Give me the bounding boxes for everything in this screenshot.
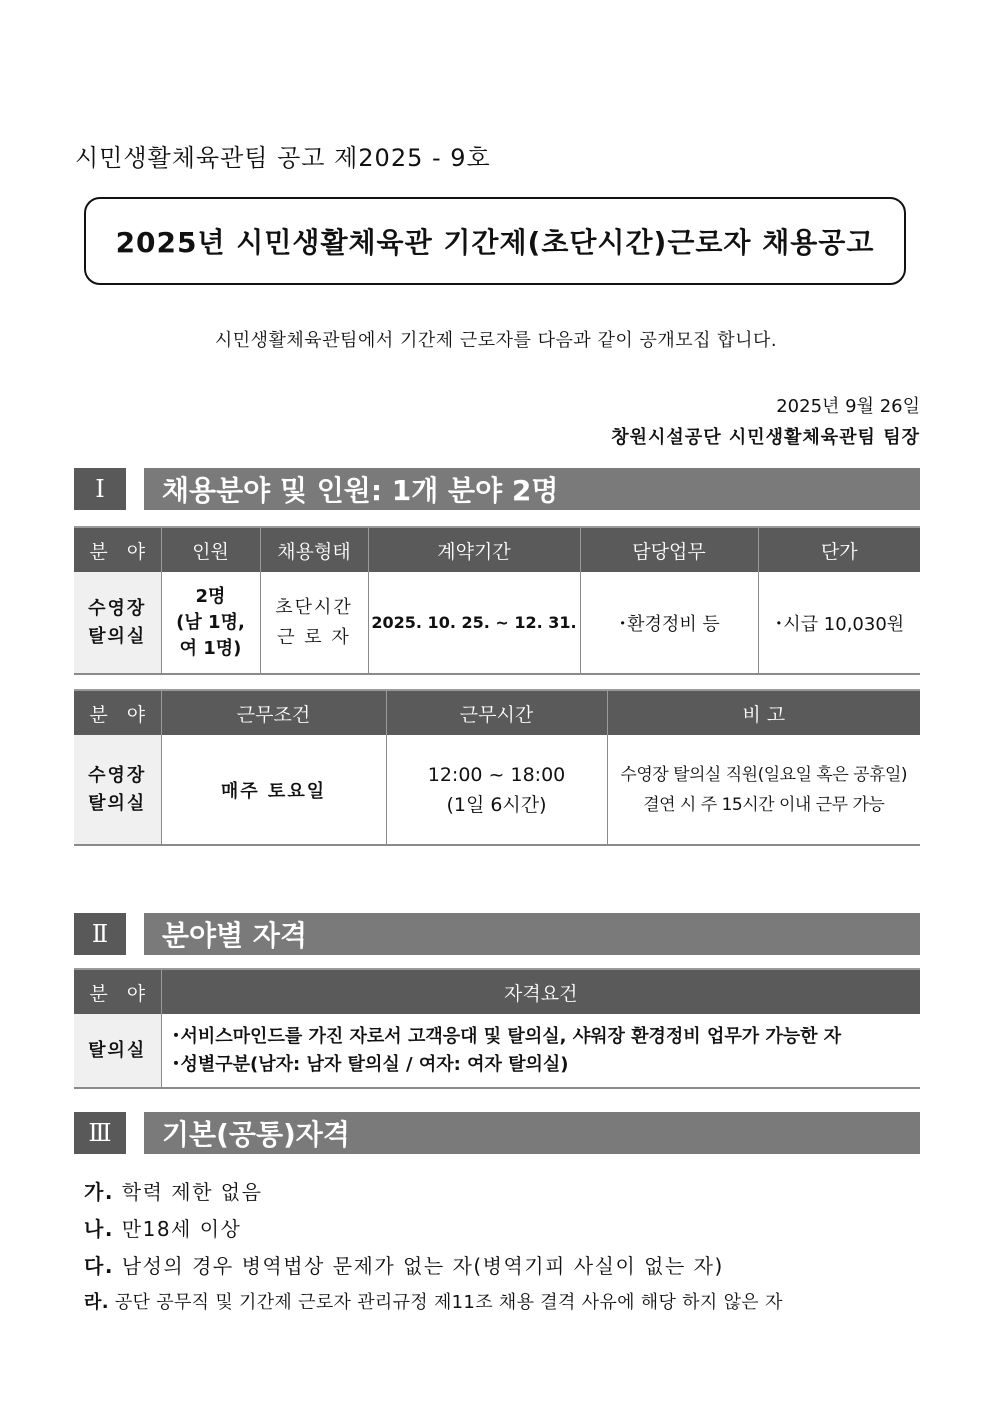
item-marker: 나. [84, 1217, 114, 1241]
hours-cell [386, 735, 607, 845]
notice-date: 2025년 9월 26일 [776, 396, 920, 417]
basic-qual-item [84, 1250, 724, 1279]
section-title: 기본(공통)자격 [144, 1112, 920, 1154]
people-cell [161, 572, 260, 674]
section-heading-1 [74, 468, 920, 510]
field-line: 탈의실 [88, 625, 147, 647]
basic-qual-item [84, 1176, 262, 1205]
table-row [74, 735, 920, 845]
table-row [74, 572, 920, 674]
notice-number: 시민생활체육관팀 공고 제2025 - 9호 [75, 144, 491, 172]
note-line: 결연 시 주 15시간 이내 근무 가능 [643, 794, 885, 815]
col-header: 채용형태 [260, 527, 368, 572]
col-header: 계약기간 [368, 527, 580, 572]
work-condition-table [74, 689, 920, 846]
field-line: 수영장 [88, 597, 147, 619]
requirement-item: ･성별구분(남자: 남자 탈의실 / 여자: 여자 탈의실) [171, 1053, 569, 1075]
requirement-item: ･서비스마인드를 가진 자로서 고객응대 및 탈의실, 샤워장 환경정비 업무가 가능한 자 [171, 1025, 842, 1047]
table-header-row [74, 690, 920, 735]
people-line: (남 1명, [176, 611, 245, 633]
title-box [84, 197, 906, 285]
condition-cell: 매주 토요일 [161, 735, 386, 845]
item-text: 만18세 이상 [121, 1217, 242, 1241]
section-number: Ⅰ [74, 468, 126, 510]
item-text: 공단 공무직 및 기간제 근로자 관리규정 제11조 채용 결격 사유에 해당 하지 않은 자 [114, 1292, 783, 1313]
intro-text: 시민생활체육관팀에서 기간제 근로자를 다음과 같이 공개모집 합니다. [214, 330, 778, 351]
duty-cell: ･환경정비 등 [580, 572, 758, 674]
people-line: 여 1명) [179, 637, 242, 659]
col-header: 근무조건 [161, 690, 386, 735]
table-header-row [74, 527, 920, 572]
note-cell [607, 735, 920, 845]
col-header: 비 고 [607, 690, 920, 735]
field-cell: 탈의실 [74, 1014, 161, 1088]
col-header: 분 야 [74, 527, 161, 572]
col-header: 근무시간 [386, 690, 607, 735]
type-line: 근 로 자 [277, 626, 351, 648]
field-cell [74, 735, 161, 845]
document-title: 2025년 시민생활체육관 기간제(초단시간)근로자 채용공고 [115, 226, 875, 259]
qualification-table [74, 968, 920, 1089]
section-title: 채용분야 및 인원: 1개 분야 2명 [144, 468, 920, 510]
hours-line: 12:00 ~ 18:00 [427, 763, 566, 786]
field-line: 수영장 [88, 764, 147, 786]
item-marker: 라. [84, 1292, 109, 1313]
hours-line: (1일 6시간) [446, 793, 547, 816]
col-header: 단가 [758, 527, 920, 572]
note-line: 수영장 탈의실 직원(일요일 혹은 공휴일) [620, 764, 908, 785]
type-cell [260, 572, 368, 674]
col-header: 자격요건 [161, 969, 920, 1014]
section-number: Ⅲ [74, 1112, 126, 1154]
section-heading-2 [74, 913, 920, 955]
section-heading-3 [74, 1112, 920, 1154]
item-marker: 가. [84, 1180, 114, 1204]
col-header: 담당업무 [580, 527, 758, 572]
table-header-row [74, 969, 920, 1014]
recruitment-table [74, 526, 920, 675]
item-text: 남성의 경우 병역법상 문제가 없는 자(병역기피 사실이 없는 자) [121, 1254, 724, 1278]
requirements-cell [161, 1014, 920, 1088]
period-cell: 2025. 10. 25. ~ 12. 31. [368, 572, 580, 674]
field-line: 탈의실 [88, 792, 147, 814]
section-title: 분야별 자격 [144, 913, 920, 955]
section-number: Ⅱ [74, 913, 126, 955]
col-header: 인원 [161, 527, 260, 572]
people-line: 2명 [195, 585, 226, 607]
table-row [74, 1014, 920, 1088]
item-marker: 다. [84, 1254, 114, 1278]
type-line: 초단시간 [275, 596, 353, 618]
signer: 창원시설공단 시민생활체육관팀 팀장 [611, 427, 920, 448]
item-text: 학력 제한 없음 [121, 1180, 263, 1204]
field-cell [74, 572, 161, 674]
col-header: 분 야 [74, 969, 161, 1014]
col-header: 분 야 [74, 690, 161, 735]
pay-cell: ･시급 10,030원 [758, 572, 920, 674]
basic-qual-item [84, 1213, 241, 1242]
basic-qual-item [84, 1288, 783, 1314]
